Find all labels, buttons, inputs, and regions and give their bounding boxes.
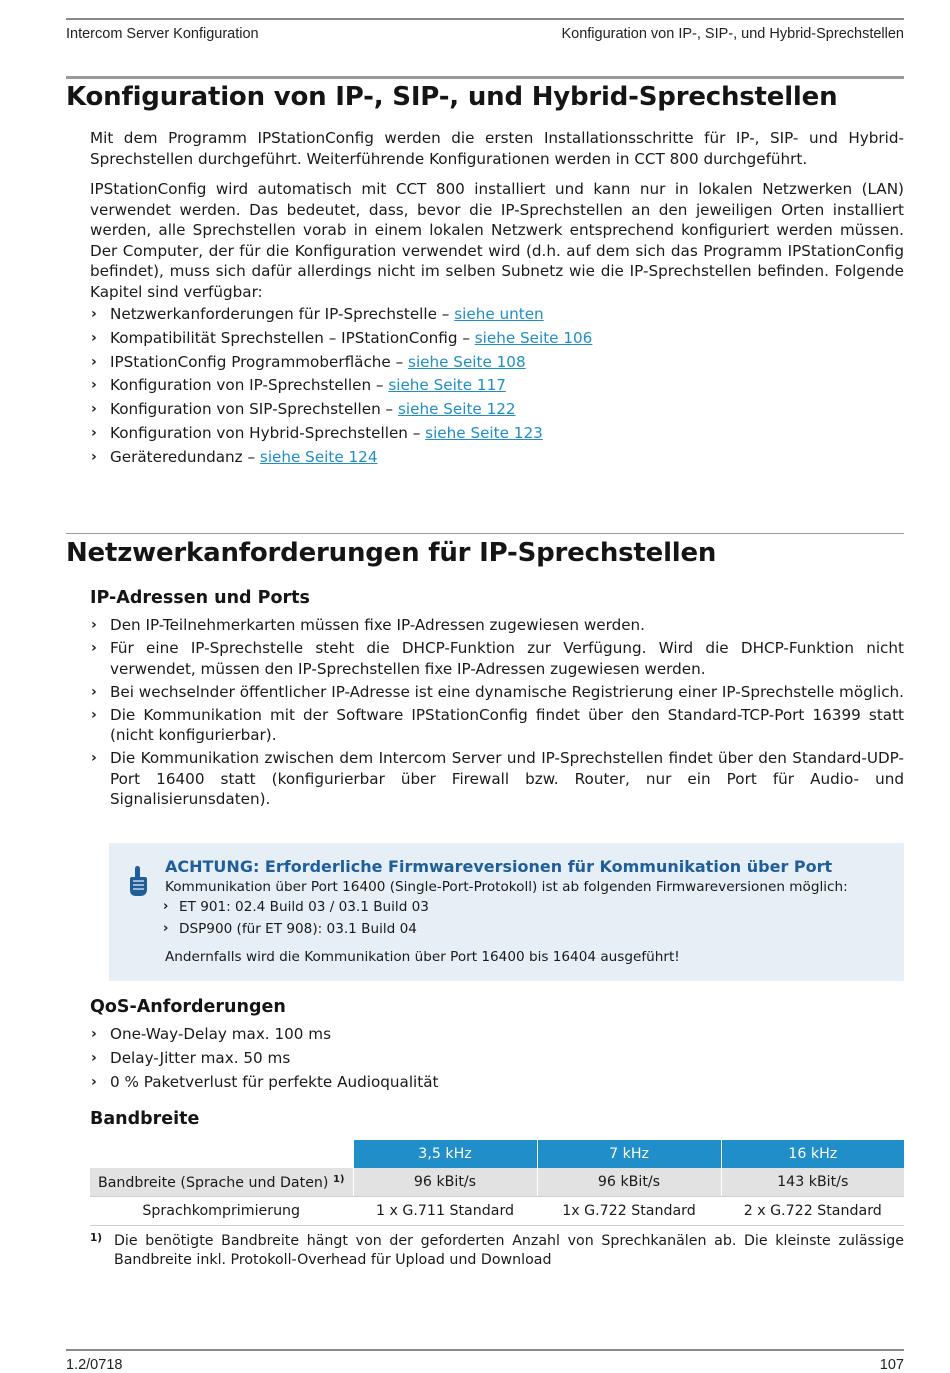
chevron-right-icon: › [91,1050,97,1066]
list-item: › IPStationConfig Programmoberfläche – siehe Seite 108 [91,352,526,371]
footnote-mark: 1) [90,1232,103,1244]
chevron-right-icon: › [91,329,97,346]
table-corner [90,1140,353,1168]
list-item: › Delay-Jitter max. 50 ms [91,1049,291,1067]
chevron-right-icon: › [91,683,97,700]
chevron-right-icon: › [91,401,97,418]
list-item: › DSP900 (für ET 908): 03.1 Build 04 [163,921,417,937]
chevron-right-icon: › [91,353,97,370]
column-header: 7 kHz [537,1140,721,1168]
chevron-right-icon: › [91,306,97,322]
list-item: › Geräteredundanz – siehe Seite 124 [91,447,378,466]
chevron-right-icon: › [91,424,97,441]
table-cell: 2 x G.722 Standard [721,1197,904,1226]
list-item: › Netzwerkanforderungen für IP-Sprechstelle – siehe unten [91,305,544,323]
list-item: › Für eine IP-Sprechstelle steht die DHCP-Funktion zur Verfügung. Wird die DHCP-Funktion nicht verwendet, müssen den IP-Sprechstellen fixe IP-Adressen zugewiesen werden. [91,639,904,678]
list-item: › ET 901: 02.4 Build 03 / 03.1 Build 03 [163,899,429,915]
chevron-right-icon: › [91,448,97,465]
table-cell: 96 kBit/s [353,1168,537,1197]
column-header: 3,5 kHz [353,1140,537,1168]
subsection-heading: Bandbreite [90,1109,200,1129]
row-label: Bandbreite (Sprache und Daten) $^{1)}$ [90,1168,353,1197]
table-cell: 143 kBit/s [721,1168,904,1197]
header-right: Konfiguration von IP-, SIP-, und Hybrid-Sprechstellen [561,26,904,42]
table-cell: 96 kBit/s [537,1168,721,1197]
document-version: 1.2/0718 [66,1357,123,1373]
row-label: Sprachkomprimierung [90,1197,353,1226]
page-number: 107 [879,1357,904,1373]
section-title: Netzwerkanforderungen für IP-Sprechstellen [66,538,717,568]
intro-paragraph: Mit dem Programm IPStationConfig werden die ersten Installationsschritte für IP-, SIP- und Hybrid-Sprechstellen durchgeführt. Weiterführende Konfigurationen werden in CCT 800 durchgeführt. [90,129,904,168]
chevron-right-icon: › [91,750,97,766]
chevron-right-icon: › [91,1026,97,1042]
page-reference-link[interactable]: siehe unten [454,305,544,323]
table-row [90,1168,904,1197]
chevron-right-icon: › [163,899,169,914]
column-header: 16 kHz [721,1140,904,1168]
table-cell: 1 x G.711 Standard [353,1197,537,1226]
chevron-right-icon: › [91,617,97,633]
list-item: › Bei wechselnder öffentlicher IP-Adresse ist eine dynamische Registrierung einer IP-Sprechstelle möglich. [91,682,904,701]
running-header [66,18,904,42]
warning-note-box [109,843,904,981]
table-header-row [90,1140,904,1168]
page-reference-link[interactable]: siehe Seite 124 [259,447,378,466]
ip-requirements-list [90,615,904,812]
chevron-right-icon: › [91,640,97,656]
chevron-right-icon: › [163,921,169,936]
list-item: › Die Kommunikation mit der Software IPStationConfig findet über den Standard-TCP-Port 16399 statt (nicht konfigurierbar). [91,705,904,744]
list-item: › Konfiguration von SIP-Sprechstellen – siehe Seite 122 [91,400,516,419]
chevron-right-icon: › [91,377,97,394]
chevron-right-icon: › [91,706,97,723]
list-item: › Den IP-Teilnehmerkarten müssen fixe IP-Adressen zugewiesen werden. [91,616,646,634]
list-item: › Konfiguration von IP-Sprechstellen – siehe Seite 117 [91,376,506,395]
qos-list [90,1024,904,1095]
section-title: Konfiguration von IP-, SIP-, und Hybrid-Sprechstellen [66,82,838,112]
list-item: › Die Kommunikation zwischen dem Intercom Server und IP-Sprechstellen findet über den Standard-UDP-Port 16400 statt (konfigurierbar über Firewall bzw. Router, nur ein Port für Audio- und Signalisierunsdaten). [91,749,904,808]
table-cell: 1x G.722 Standard [537,1197,721,1226]
section-rule [66,533,904,534]
page-reference-link[interactable]: siehe Seite 123 [425,423,543,442]
page-reference-link[interactable]: siehe Seite 122 [397,400,516,419]
footnote-ref: 1) [332,1173,345,1185]
subsection-heading: IP-Adressen und Ports [90,588,310,608]
page-reference-link[interactable]: siehe Seite 108 [408,352,526,371]
list-item: › Konfiguration von Hybrid-Sprechstellen – siehe Seite 123 [91,423,543,442]
footnote-text: Die benötigte Bandbreite hängt von der geforderten Anzahl von Sprechkanälen ab. Die kleinste zulässige Bandbreite inkl. Protokoll-Overhead für Upload und Download [114,1233,904,1268]
header-left: Intercom Server Konfiguration [66,26,259,42]
note-intro: Kommunikation über Port 16400 (Single-Port-Protokoll) ist ab folgenden Firmwareversionen möglich: [165,879,848,895]
list-item: › Kompatibilität Sprechstellen – IPStationConfig – siehe Seite 106 [91,328,593,347]
running-footer [66,1349,904,1373]
table-row [90,1197,904,1226]
bandwidth-table [90,1140,904,1226]
note-title: ACHTUNG: Erforderliche Firmwareversionen für Kommunikation über Port [165,857,833,876]
section-rule [66,76,904,79]
chapter-reference-list [90,304,904,471]
description-paragraph: IPStationConfig wird automatisch mit CCT 800 installiert und kann nur in lokalen Netzwerken (LAN) verwendet werden. Das bedeutet, dass, bevor die IP-Sprechstellen an den jeweiligen Orten installiert werden, alle Sprechstellen vorab in einem lokalen Netzwerk entsprechend konfiguriert werden müssen. Der Computer, der für die Konfiguration verwendet wird (d.h. auf dem sich das Programm IPStationConfig befindet), muss sich dafür allerdings nicht im selben Subnetz wie die IP-Sprechstellen befinden. Folgende Kapitel sind verfügbar: [90,180,904,301]
subsection-heading: QoS-Anforderungen [90,997,286,1017]
footnote [90,1232,904,1269]
hand-pointing-icon [127,865,149,897]
list-item: › 0 % Paketverlust für perfekte Audioqualität [91,1073,439,1091]
page-reference-link[interactable]: siehe Seite 117 [388,376,506,395]
firmware-list [161,898,429,942]
note-outro: Andernfalls wird die Kommunikation über Port 16400 bis 16404 ausgeführt! [165,949,680,965]
page-reference-link[interactable]: siehe Seite 106 [474,328,593,347]
chevron-right-icon: › [91,1074,97,1090]
list-item: › One-Way-Delay max. 100 ms [91,1025,331,1043]
